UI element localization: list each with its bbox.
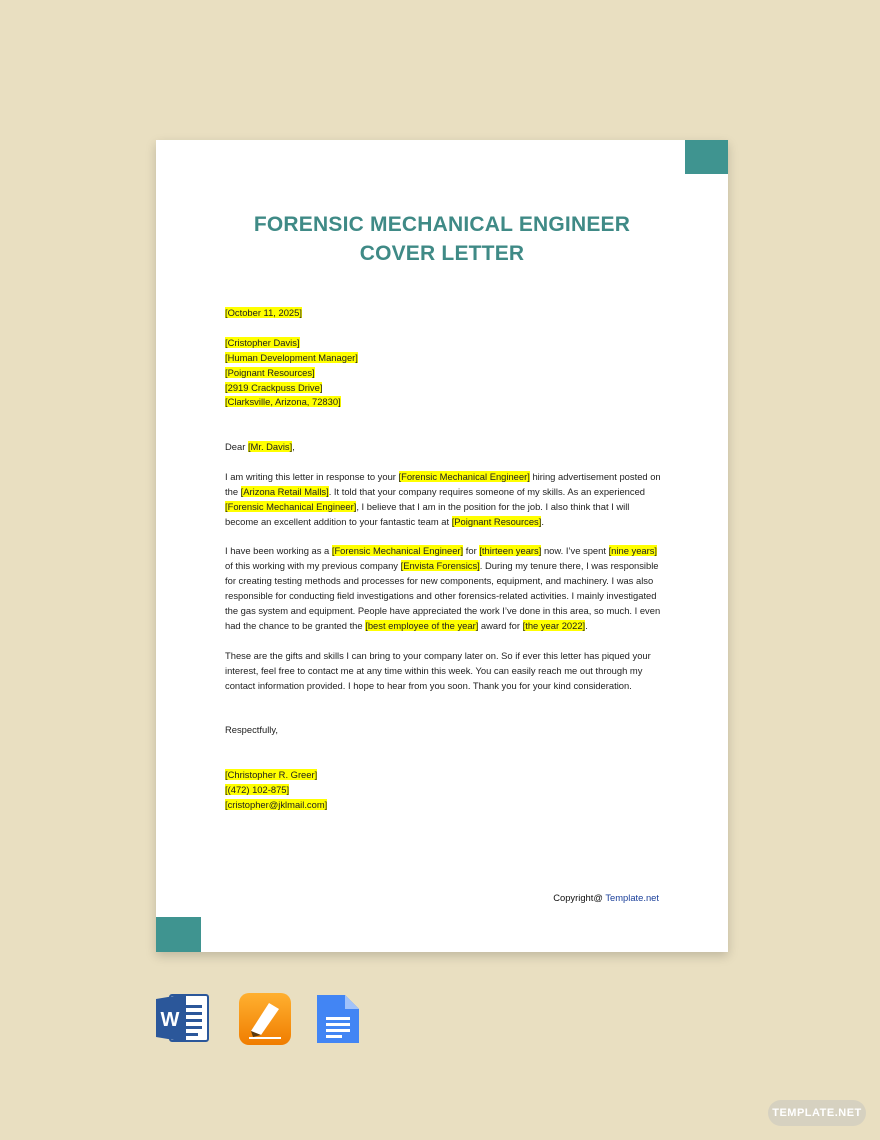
corner-accent-bottom-left [156,917,201,952]
svg-text:W: W [160,1009,180,1031]
recipient-company: [Poignant Resources] [225,366,315,378]
letter-body [225,306,663,813]
paragraph-experience: I have been working as a [Forensic Mechanical Engineer] for [thirteen years] now. I’ve spent [nine years] of this working with my previous company [Envista Forensics]. During my tenure there, I was responsible for creating testing methods and processes for new components, equipment, and machinery. I was also responsible for conducting field investigations and other forensics-related activities. I mainly investigated the gas system and equipment. People have appreciated the work I’ve done in this area, so much. I even had the chance to be granted the [best employee of the year] award for [the year 2022]. [225,545,661,631]
paragraph-intro: I am writing this letter in response to your [Forensic Mechanical Engineer] hiring advertisement posted on the [Arizona Retail Malls]. It told that your company requires someone of my skills. As an experienced [Forensic Mechanical Engineer], I believe that I am in the position for the job. I also think that I will become an excellent addition to your fantastic team at [Poignant Resources]. [225,470,661,527]
salutation: Dear [Mr. Davis], [225,441,295,453]
recipient-position: [Human Development Manager] [225,351,358,363]
paragraph-closing: These are the gifts and skills I can bring to your company later on. So if ever this letter has piqued your interest, feel free to contact me at any time within this week. You can easily reach me out through my contact information provided. I hope to hear from you soon. Thank you for your kind consideration. [225,649,651,691]
pages-icon[interactable] [239,993,291,1045]
title-line-1: FORENSIC MECHANICAL ENGINEER [253,213,631,236]
corner-accent-top-right [685,140,728,174]
signature-email: [cristopher@jklmail.com] [225,798,328,810]
recipient-name: [Cristopher Davis] [225,336,300,348]
template-net-badge[interactable]: TEMPLATE.NET [768,1100,866,1126]
signature-phone: [(472) 102-875] [225,783,290,795]
document-title [156,210,728,268]
google-docs-icon[interactable] [317,993,359,1045]
copyright-notice: Copyright@ Template.net [553,892,659,903]
signature-name: [Christopher R. Greer] [225,768,318,780]
recipient-city: [Clarksville, Arizona, 72830] [225,396,341,408]
letter-date: [October 11, 2025] [225,307,302,318]
recipient-street: [2919 Crackpuss Drive] [225,381,323,393]
letter-page [156,140,728,952]
copyright-link[interactable]: Template.net [605,892,659,903]
salutation-name: [Mr. Davis] [247,441,293,453]
title-line-2: COVER LETTER [359,242,525,265]
word-icon[interactable] [156,993,210,1043]
closing: Respectfully, [225,724,278,736]
